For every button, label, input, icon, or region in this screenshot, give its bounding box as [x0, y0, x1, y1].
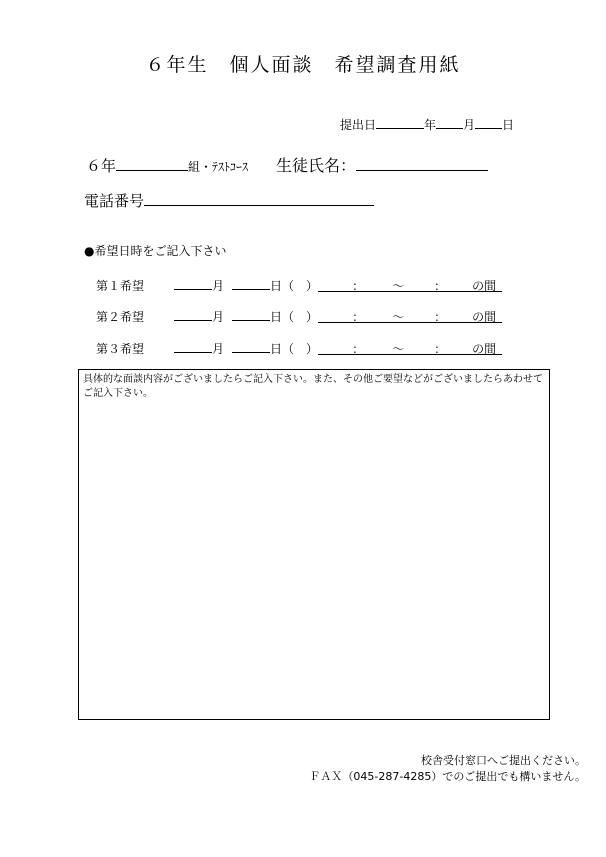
student-name-field[interactable] [356, 156, 488, 171]
notes-box[interactable] [78, 369, 550, 720]
footer-line-1: 校舎受付窓口へご提出ください。 [421, 754, 586, 767]
range-tilde: ～ [392, 342, 405, 356]
weekday-paren-close: ） [306, 342, 319, 356]
preference-label: 第２希望 [96, 310, 145, 324]
submission-month-unit: 月 [463, 118, 476, 132]
between-suffix: の間 [472, 342, 497, 356]
page-title: ６年生 個人面談 希望調査用紙 [145, 54, 461, 76]
between-suffix: の間 [472, 310, 497, 324]
schedule-heading: ●希望日時をご記入下さい [84, 244, 227, 258]
between-suffix: の間 [472, 279, 497, 293]
range-tilde: ～ [392, 279, 405, 293]
preference-month-field[interactable] [174, 306, 212, 321]
preference-month-field[interactable] [174, 338, 212, 353]
month-unit: 月 [212, 342, 225, 356]
time-range-field[interactable] [318, 308, 502, 323]
preference-day-field[interactable] [232, 306, 270, 321]
notes-instructions: 具体的な面談内容がございましたらご記入下さい。また、その他ご要望などがございましたらあわせてご記入下さい。 [83, 374, 543, 399]
submission-date-label: 提出日 [340, 118, 377, 132]
day-unit: 日 [270, 279, 283, 293]
start-colon: ： [352, 342, 365, 356]
preference-label: 第３希望 [96, 342, 145, 356]
class-field[interactable] [116, 156, 188, 171]
day-unit: 日 [270, 310, 283, 324]
phone-field[interactable] [144, 191, 374, 206]
student-row [86, 153, 488, 176]
submission-month-field[interactable] [436, 114, 463, 129]
preference-day-field[interactable] [232, 338, 270, 353]
preference-row [96, 275, 502, 294]
weekday-paren-open: （ [282, 279, 295, 293]
month-unit: 月 [212, 279, 225, 293]
grade-label: ６年 [86, 157, 117, 175]
time-range-field[interactable] [318, 340, 502, 355]
month-unit: 月 [212, 310, 225, 324]
weekday-paren-open: （ [282, 342, 295, 356]
weekday-paren-close: ） [306, 310, 319, 324]
footer-line-2: ＦＡＸ（045-287-4285）でのご提出でも構いません。 [309, 770, 586, 783]
time-range-field[interactable] [318, 277, 502, 292]
preference-row [96, 306, 502, 325]
start-colon: ： [352, 310, 365, 324]
day-unit: 日 [270, 342, 283, 356]
preference-row [96, 338, 502, 357]
end-colon: ： [434, 279, 447, 293]
phone-label: 電話番号 [84, 192, 145, 210]
submission-date-row [340, 114, 514, 133]
submission-day-field[interactable] [475, 114, 502, 129]
weekday-paren-open: （ [282, 310, 295, 324]
class-suffix: 組・ﾃｽﾄｺｰｽ [188, 160, 249, 174]
submission-year-field[interactable] [376, 114, 424, 129]
student-name-label: 生徒氏名： [276, 156, 357, 175]
start-colon: ： [352, 279, 365, 293]
submission-year-unit: 年 [424, 118, 437, 132]
weekday-paren-close: ） [306, 279, 319, 293]
phone-row [84, 190, 374, 211]
end-colon: ： [434, 342, 447, 356]
preference-day-field[interactable] [232, 275, 270, 290]
preference-month-field[interactable] [174, 275, 212, 290]
preference-label: 第１希望 [96, 279, 145, 293]
range-tilde: ～ [392, 310, 405, 324]
end-colon: ： [434, 310, 447, 324]
submission-day-unit: 日 [502, 118, 515, 132]
